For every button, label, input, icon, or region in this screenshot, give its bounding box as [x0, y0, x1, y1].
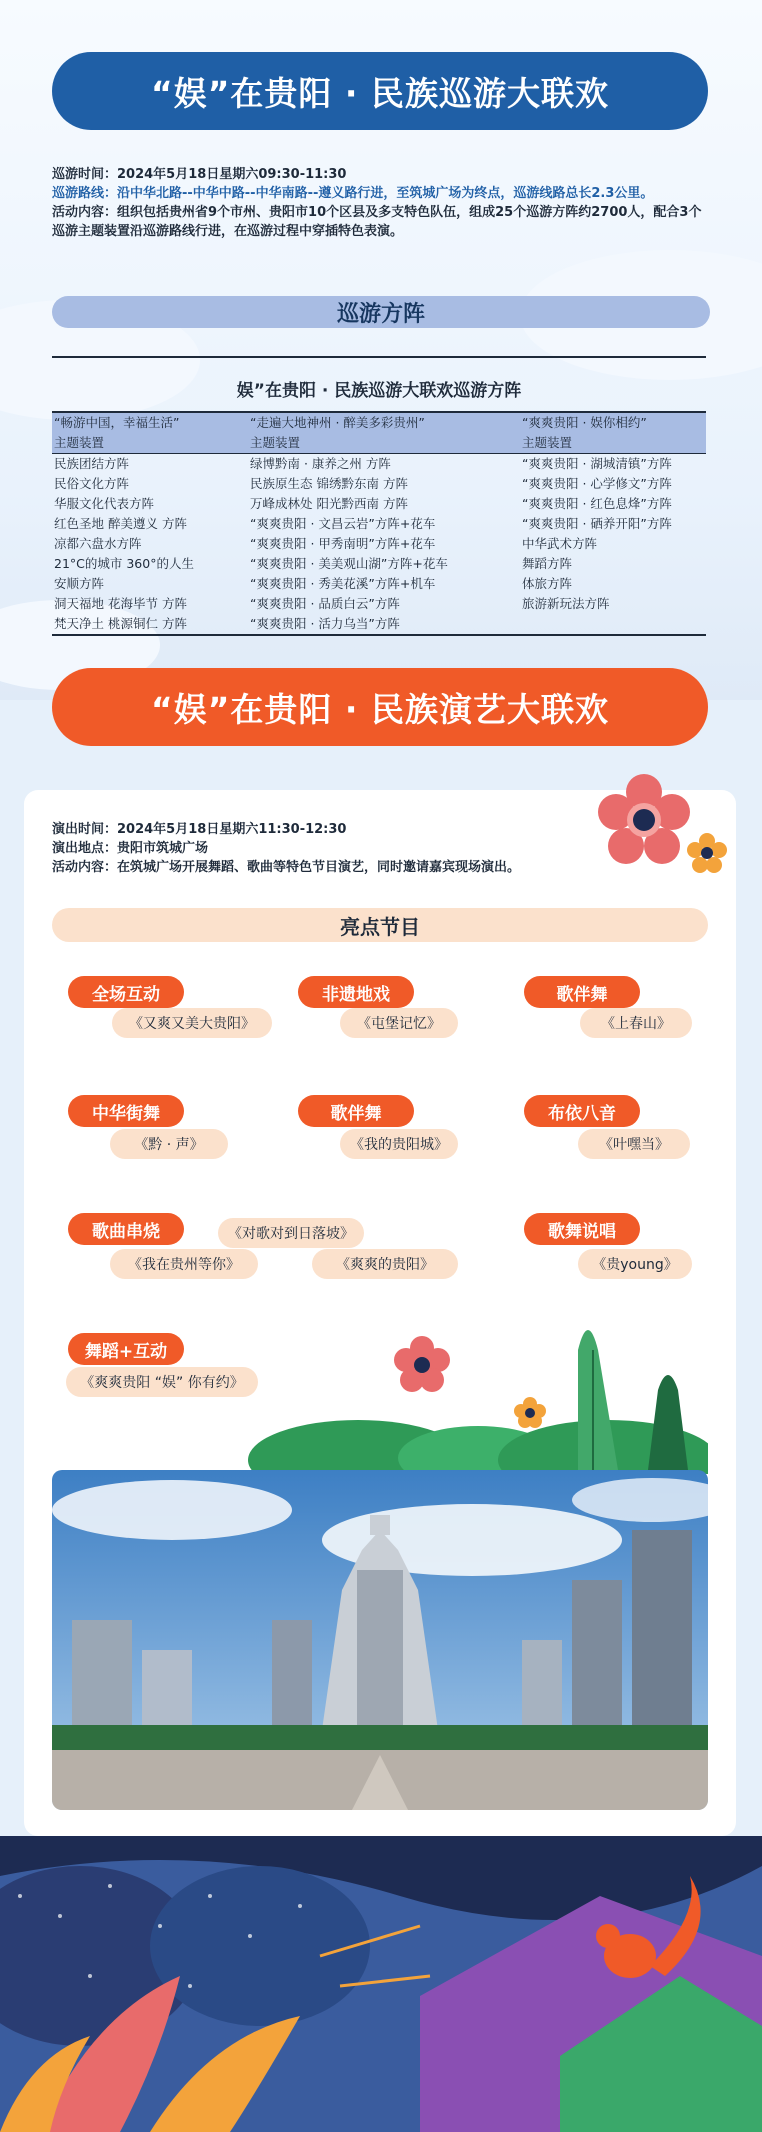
- parade-content: 活动内容：组织包括贵州省9个市州、贵阳市10个区县及多支特色队伍，组成25个巡游方阵约2700人，配合3个巡游主题装置沿巡游路线行进，在巡游过程中穿插特色表演。: [52, 205, 702, 239]
- table-row: 凉都六盘水方阵 “爽爽贵阳 · 甲秀南明”方阵+花车 中华武术方阵: [54, 536, 598, 551]
- program-name: 《叶嘿当》: [578, 1129, 690, 1159]
- table-row: 洞天福地 花海毕节 方阵 “爽爽贵阳 · 品质白云”方阵 旅游新玩法方阵: [54, 596, 610, 611]
- table-row: 民族团结方阵 绿博黔南 · 康养之州 方阵 “爽爽贵阳 · 湖城清镇”方阵: [54, 456, 672, 471]
- performance-time: 演出时间：2024年5月18日星期六11:30-12:30: [52, 822, 347, 837]
- performance-banner: “娱”在贵阳 · 民族演艺大联欢: [52, 668, 708, 746]
- program-tag: 歌曲串烧: [68, 1213, 184, 1245]
- program-tag: 歌舞说唱: [524, 1213, 640, 1245]
- program-name: 《上春山》: [580, 1008, 692, 1038]
- performance-place: 演出地点：贵阳市筑城广场: [52, 841, 209, 856]
- performance-info: [52, 820, 692, 877]
- table-header-cell: “畅游中国，幸福生活” 主题装置: [54, 415, 180, 450]
- parade-route: 巡游路线：沿中华北路--中华中路--中华南路--遵义路行进，至筑城广场为终点，巡游线路总长2.3公里。: [52, 186, 654, 201]
- parade-table-block: [52, 356, 706, 636]
- program-tag: 歌伴舞: [524, 976, 640, 1008]
- parade-table: [52, 411, 706, 636]
- table-row: 梵天净土 桃源铜仁 方阵 “爽爽贵阳 · 活力乌当”方阵: [54, 616, 400, 631]
- table-row: 21°C的城市 360°的人生 “爽爽贵阳 · 美美观山湖”方阵+花车 舞蹈方阵: [54, 556, 573, 571]
- program-name: 《屯堡记忆》: [340, 1008, 458, 1038]
- program-tag: 歌伴舞: [298, 1095, 414, 1127]
- program-name: 《对歌对到日落坡》: [218, 1218, 364, 1248]
- program-tag: 全场互动: [68, 976, 184, 1008]
- program-name: 《又爽又美大贵阳》: [112, 1008, 272, 1038]
- table-title: 娱”在贵阳 · 民族巡游大联欢巡游方阵: [236, 381, 522, 401]
- program-name: 《贵young》: [578, 1249, 692, 1279]
- program-tag: 布依八音: [524, 1095, 640, 1127]
- parade-banner: “娱”在贵阳 · 民族巡游大联欢: [52, 52, 708, 130]
- bottom-illustration: [0, 1836, 762, 2132]
- table-row: 民俗文化方阵 民族原生态 锦绣黔东南 方阵 “爽爽贵阳 · 心学修文”方阵: [54, 476, 672, 491]
- program-name: 《我的贵阳城》: [340, 1129, 458, 1159]
- table-row: 华服文化代表方阵 万峰成林处 阳光黔西南 方阵 “爽爽贵阳 · 红色息烽”方阵: [54, 496, 672, 511]
- table-row: 红色圣地 醉美遵义 方阵 “爽爽贵阳 · 文昌云岩”方阵+花车 “爽爽贵阳 · 硒养开阳”方阵: [54, 516, 672, 531]
- highlight-title: 亮点节目: [52, 908, 708, 942]
- program-name: 《黔 · 声》: [110, 1129, 228, 1159]
- program-tag: 舞蹈+互动: [68, 1333, 184, 1365]
- table-header-cell: “爽爽贵阳 · 娱你相约” 主题装置: [522, 415, 647, 450]
- program-name: 《爽爽贵阳 “娱” 你有约》: [66, 1367, 258, 1397]
- program-name: 《我在贵州等你》: [110, 1249, 258, 1279]
- parade-info: [52, 165, 712, 241]
- parade-section-title: 巡游方阵: [52, 296, 710, 328]
- city-photo: [52, 1470, 708, 1810]
- parade-time: 巡游时间：2024年5月18日星期六09:30-11:30: [52, 167, 347, 182]
- performance-content: 活动内容：在筑城广场开展舞蹈、歌曲等特色节目演艺，同时邀请嘉宾现场演出。: [52, 860, 521, 875]
- table-row: 安顺方阵 “爽爽贵阳 · 秀美花溪”方阵+机车 体旅方阵: [54, 576, 573, 591]
- foliage-decoration: [248, 1310, 708, 1474]
- program-tag: 中华街舞: [68, 1095, 184, 1127]
- program-name: 《爽爽的贵阳》: [312, 1249, 458, 1279]
- flower-icon: [686, 832, 728, 874]
- table-header-cell: “走遍大地神州 · 醉美多彩贵州” 主题装置: [250, 415, 425, 450]
- program-tag: 非遗地戏: [298, 976, 414, 1008]
